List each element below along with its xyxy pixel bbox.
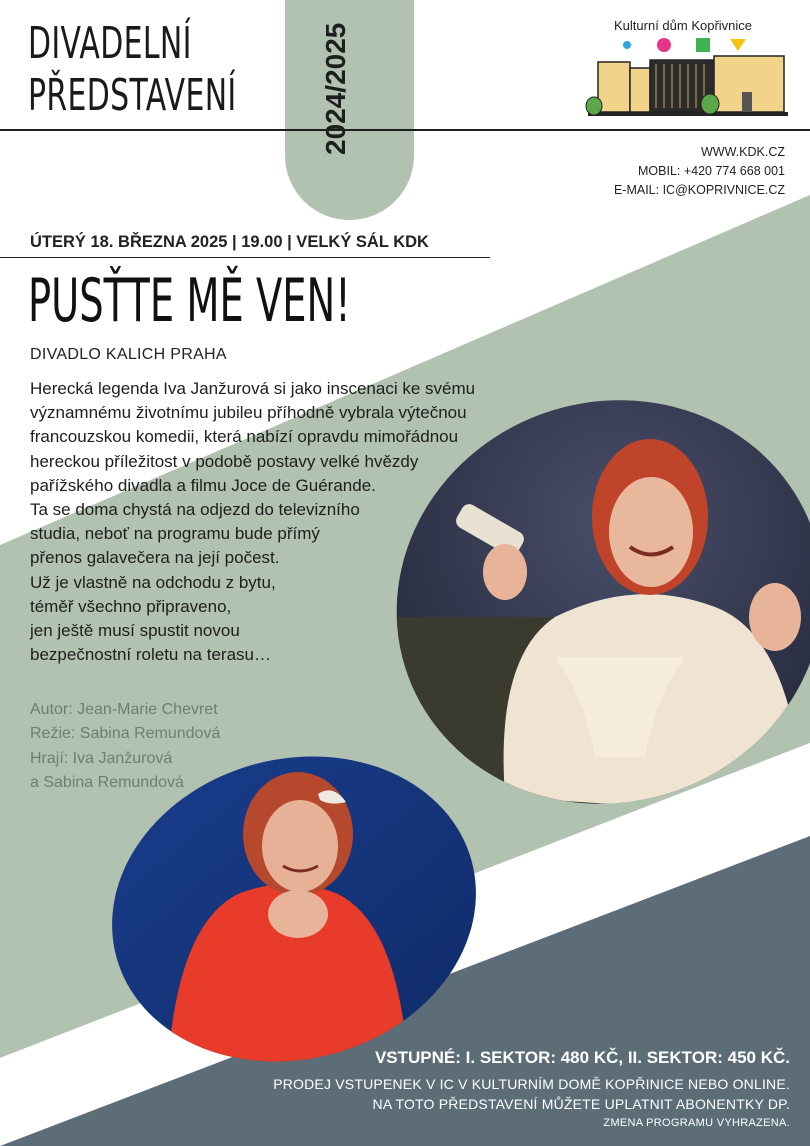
contact-email[interactable]: E-MAIL: IC@KOPRIVNICE.CZ xyxy=(613,183,785,197)
description-line: Herecká legenda Iva Janžurová si jako inscenaci ke svému xyxy=(30,379,476,398)
logo-dot-green xyxy=(696,38,710,52)
description-line: hereckou příležitost v podobě postavy velké hvězdy xyxy=(30,451,419,471)
contact-web[interactable]: WWW.KDK.CZ xyxy=(700,145,785,159)
subscription-info: NA TOTO PŘEDSTAVENÍ MŮŽETE UPLATNIT ABONENTKY DP. xyxy=(372,1096,790,1112)
credit-cast-continued: a Sabina Remundová xyxy=(30,773,184,791)
description-line: bezpečnostní roletu na terasu… xyxy=(30,645,271,665)
header-title-line2: PŘEDSTAVENÍ xyxy=(28,70,237,121)
ticket-sale-info: PRODEJ VSTUPENEK V IC V KULTURNÍM DOMĚ KOPŘINICE NEBO ONLINE. xyxy=(273,1076,790,1092)
header-rule xyxy=(0,129,810,131)
credit-director: Režie: Sabina Remundová xyxy=(30,725,221,743)
description-line: Už je vlastně na odchodu z bytu, xyxy=(30,572,276,592)
theatre-company: DIVADLO KALICH PRAHA xyxy=(30,346,227,363)
header-title-line1: DIVADELNÍ xyxy=(28,18,192,69)
description-line: významnému životnímu jubileu příhodně vybrala výtečnou xyxy=(30,403,467,423)
description-line: téměř všechno připraveno, xyxy=(30,596,232,616)
photo-actress-in-red xyxy=(108,754,480,1064)
program-change-note: ZMENA PROGRAMU VYHRAZENA. xyxy=(603,1117,790,1129)
description-line: přenos galavečera na její počest. xyxy=(30,548,280,568)
event-rule xyxy=(0,257,490,258)
season-label: 2024/2025 xyxy=(320,22,351,155)
logo-dot-blue xyxy=(623,41,631,49)
credit-cast: Hrají: Iva Janžurová xyxy=(30,749,173,767)
description-line: Ta se doma chystá na odjezd do televizního xyxy=(30,500,360,520)
logo-dot-yellow xyxy=(730,39,746,51)
description-line: studia, neboť na programu bude přímý xyxy=(30,524,320,544)
description-line: jen ještě musí spustit novou xyxy=(30,621,240,641)
ticket-price: VSTUPNÉ: I. SEKTOR: 480 KČ, II. SEKTOR: 450 KČ. xyxy=(374,1048,790,1067)
event-date-line: ÚTERÝ 18. BŘEZNA 2025 | 19.00 | VELKÝ SÁL KDK xyxy=(30,233,429,251)
description-line: pařížského divadla a filmu Joce de Guérande. xyxy=(30,475,376,495)
logo-building-icon xyxy=(582,32,792,122)
logo-name: Kulturní dům Kopřivnice xyxy=(614,18,753,33)
logo-dot-pink xyxy=(657,38,671,52)
contact-block xyxy=(614,143,785,200)
contact-mobile: MOBIL: +420 774 668 001 xyxy=(638,164,785,178)
credit-author: Autor: Jean-Marie Chevret xyxy=(30,701,218,718)
description-line: francouzskou komedii, která nabízí opravdu mimořádnou xyxy=(30,427,459,447)
play-title: PUSŤTE MĚ VEN! xyxy=(28,266,351,336)
